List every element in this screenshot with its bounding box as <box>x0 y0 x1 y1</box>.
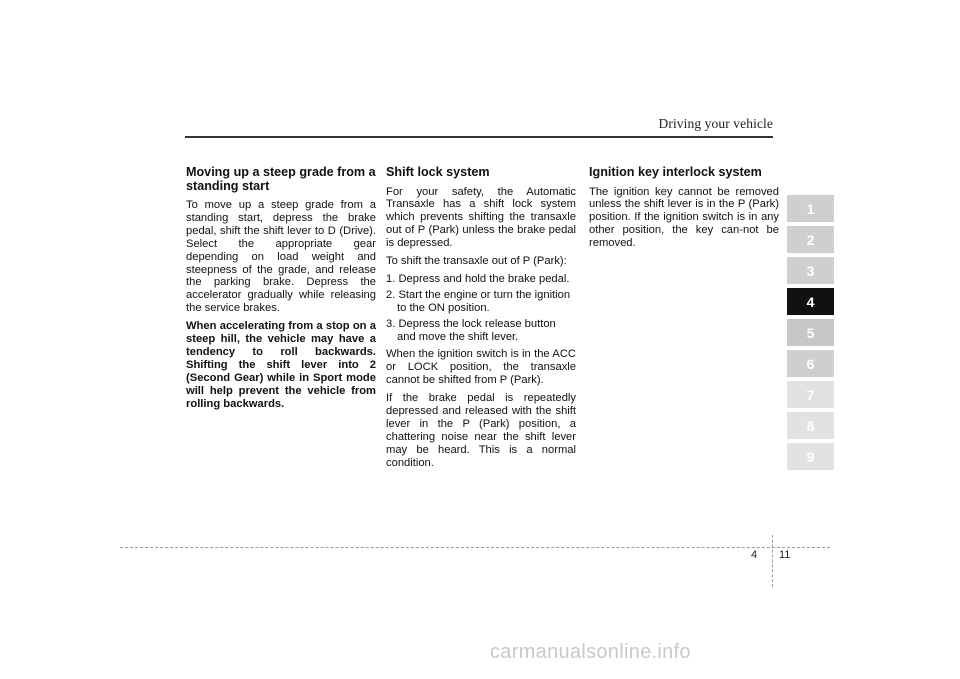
watermark: carmanualsonline.info <box>490 641 691 663</box>
running-header-title: Driving your vehicle <box>658 116 773 131</box>
chapter-tab-9[interactable]: 9 <box>787 443 834 470</box>
chapter-tab-3[interactable]: 3 <box>787 257 834 284</box>
chapter-tab-2[interactable]: 2 <box>787 226 834 253</box>
heading-steep-grade: Moving up a steep grade from a standing start <box>186 165 376 193</box>
chapter-tab-8[interactable]: 8 <box>787 412 834 439</box>
footer-dashed-rule <box>120 547 830 548</box>
list-item: 3. Depress the lock release button and move the shift lever. <box>386 317 556 343</box>
heading-shift-lock: Shift lock system <box>386 165 490 179</box>
column-key-interlock <box>589 166 779 255</box>
steep-grade-body: To move up a steep grade from a standing start, depress the brake pedal, shift the shift lever to D (Drive). Select the appropriate gear depending on load weight and steepness of the grade, and release the parking brake. Depress the accelerator gradually while releasing the service brakes. <box>186 199 376 315</box>
column-steep-grade <box>186 166 376 416</box>
shift-lock-note-chattering: If the brake pedal is repeatedly depressed and released with the shift lever in the P (Park) position, a chattering noise near the shift lever may be heard. This is a normal condition. <box>386 392 576 469</box>
chapter-tab-4[interactable]: 4 <box>787 288 834 315</box>
chapter-tab-1[interactable]: 1 <box>787 195 834 222</box>
footer-page-number: 11 <box>779 549 791 561</box>
footer-chapter-number: 4 <box>751 549 758 561</box>
list-item: 2. Start the engine or turn the ignition to the ON position. <box>386 288 571 314</box>
footer-dashed-divider <box>772 535 773 587</box>
header-rule <box>185 136 773 138</box>
shift-lock-steps-lead: To shift the transaxle out of P (Park): <box>386 255 567 268</box>
chapter-tab-5[interactable]: 5 <box>787 319 834 346</box>
shift-lock-steps <box>386 273 576 344</box>
column-shift-lock <box>386 166 576 475</box>
shift-lock-intro: For your safety, the Automatic Transaxle has a shift lock system which prevents shifting the transaxle out of P (Park) unless the brake pedal is depressed. <box>386 185 576 250</box>
shift-lock-note-ignition: When the ignition switch is in the ACC or LOCK position, the transaxle cannot be shifted from P (Park). <box>386 348 576 387</box>
chapter-tabs <box>787 195 834 474</box>
chapter-tab-6[interactable]: 6 <box>787 350 834 377</box>
steep-grade-warning: When accelerating from a stop on a steep hill, the vehicle may have a tendency to roll backwards. Shifting the shift lever into 2 (Second Gear) while in Sport mode will help prevent the vehicle from rolling backwards. <box>186 320 376 410</box>
chapter-tab-7[interactable]: 7 <box>787 381 834 408</box>
heading-key-interlock: Ignition key interlock system <box>589 165 762 179</box>
list-item: 1. Depress and hold the brake pedal. <box>386 272 570 285</box>
key-interlock-body: The ignition key cannot be removed unless the shift lever is in the P (Park) position. If the ignition switch is in any other position, the key can-not be removed. <box>589 185 779 250</box>
